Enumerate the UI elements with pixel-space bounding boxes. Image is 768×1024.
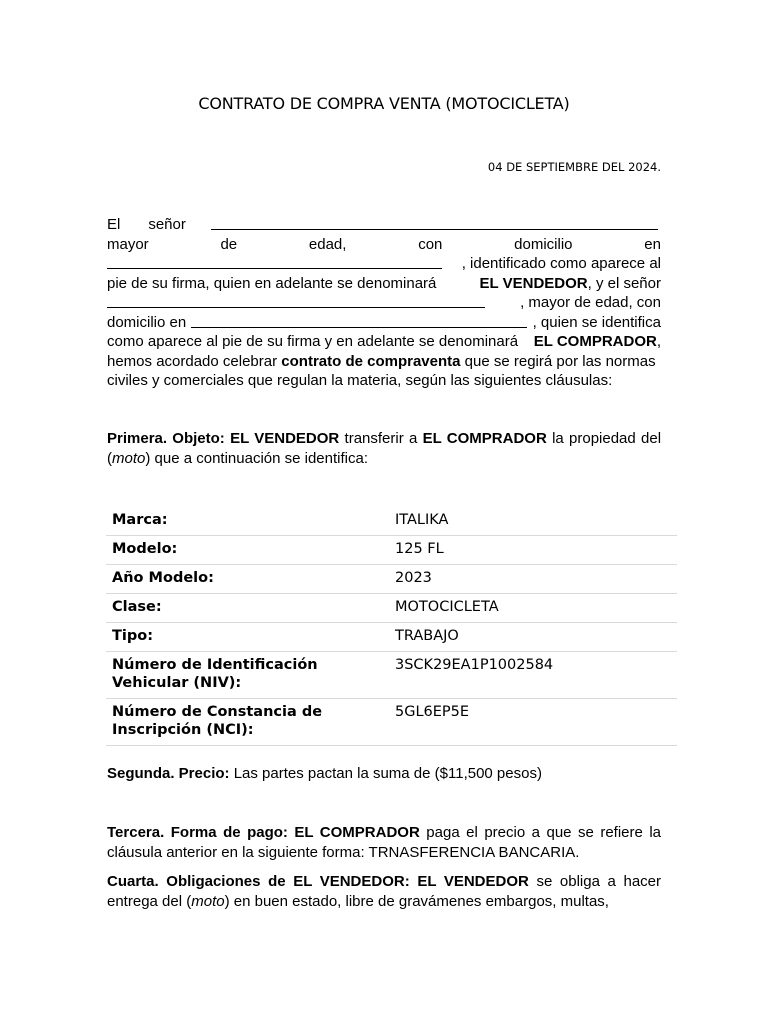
table-row (106, 594, 677, 623)
intro-word: mayor (107, 235, 149, 253)
seller-term: EL VENDEDOR (230, 430, 340, 447)
contract-term: contrato de compraventa (281, 352, 461, 370)
intro-word: señor (148, 216, 186, 233)
intro-text: , (656, 333, 661, 350)
clause-text: la propiedad del ( (107, 430, 662, 467)
intro-line-2 (107, 235, 661, 255)
spec-value: 5GL6EP5E (389, 699, 677, 746)
seller-term: EL VENDEDOR (479, 274, 588, 292)
table-row (106, 699, 677, 746)
spec-label: Tipo: (106, 623, 389, 652)
intro-line-8 (107, 352, 661, 372)
clause-tercera (107, 823, 661, 862)
intro-word: de (220, 235, 238, 253)
spec-value: MOTOCICLETA (389, 594, 677, 623)
clause-text: ) que a continuación se identifica: (145, 449, 369, 467)
spec-label: Número de Constancia de Inscripción (NCI): (106, 699, 389, 746)
spec-label: Año Modelo: (106, 565, 389, 594)
intro-text: , mayor de edad, con (520, 294, 661, 311)
spec-value: TRABAJO (389, 623, 677, 652)
spec-label: Marca: (106, 507, 389, 536)
vehicle-term: moto (112, 449, 146, 467)
intro-line-7 (107, 332, 661, 352)
spec-value: 125 FL (389, 536, 677, 565)
vehicle-term: moto (191, 892, 225, 910)
intro-word: El (107, 216, 121, 233)
intro-word: en (644, 235, 661, 253)
clause-primera (107, 429, 661, 468)
clause-heading: Cuarta. Obligaciones de EL VENDEDOR: (107, 873, 410, 890)
buyer-term: EL COMPRADOR (422, 430, 547, 447)
intro-line-1 (107, 215, 661, 235)
intro-text: como aparece al pie de su firma y en adelante se denominará (107, 333, 519, 350)
intro-paragraph (107, 215, 661, 391)
seller-term: EL VENDEDOR (417, 873, 529, 890)
vehicle-spec-table (106, 507, 677, 746)
spec-label: Número de Identificación Vehicular (NIV): (106, 652, 389, 699)
intro-line-4 (107, 274, 661, 294)
intro-word: con (418, 235, 443, 253)
buyer-address-blank (191, 313, 527, 328)
intro-word: domicilio (514, 235, 573, 253)
intro-word: edad, (308, 235, 347, 253)
seller-name-blank (211, 215, 658, 230)
clause-heading: Tercera. Forma de pago: (107, 824, 288, 841)
intro-text: , identificado como aparece al (461, 255, 661, 272)
table-row (106, 507, 677, 536)
clause-segunda (107, 764, 661, 784)
intro-line-3 (107, 254, 661, 274)
intro-text: , y el señor (587, 274, 661, 292)
document-title: CONTRATO DE COMPRA VENTA (MOTOCICLETA) (198, 94, 570, 113)
table-row (106, 565, 677, 594)
buyer-term: EL COMPRADOR (533, 333, 657, 350)
intro-line-6 (107, 313, 661, 333)
seller-address-blank (107, 254, 442, 269)
buyer-name-blank (107, 293, 485, 308)
intro-text: pie de su firma, quien en adelante se denominará (107, 274, 437, 292)
clause-text: ) en buen estado, libre de gravámenes embargos, multas, (224, 892, 609, 910)
clause-text: paga el precio a que se refiere la cláusula anterior en la siguiente forma: TRNASFERENCIA BANCARIA. (107, 824, 662, 861)
clause-heading: Segunda. Precio: (107, 765, 230, 782)
clause-heading: Primera. Objeto: (107, 430, 225, 447)
intro-text: domicilio en (107, 313, 187, 331)
intro-line-5 (107, 293, 661, 313)
spec-value: 2023 (389, 565, 677, 594)
spec-value: ITALIKA (389, 507, 677, 536)
document-date: 04 DE SEPTIEMBRE DEL 2024. (487, 160, 661, 174)
clause-text: transferir a (344, 430, 418, 447)
spec-label: Modelo: (106, 536, 389, 565)
table-row (106, 623, 677, 652)
spec-label: Clase: (106, 594, 389, 623)
clause-text: Las partes pactan la suma de ($11,500 pesos) (233, 765, 542, 782)
table-row (106, 652, 677, 699)
table-row (106, 536, 677, 565)
intro-line-9: civiles y comerciales que regulan la materia, según las siguientes cláusulas: (107, 372, 613, 389)
intro-text: hemos acordado celebrar (107, 352, 278, 370)
clause-text: se obliga a hacer entrega del ( (107, 873, 661, 910)
intro-text: que se regirá por las normas (464, 352, 656, 370)
intro-text: , quien se identifica (532, 313, 661, 331)
buyer-term: EL COMPRADOR (294, 824, 420, 841)
clause-cuarta (107, 872, 661, 911)
spec-value: 3SCK29EA1P1002584 (389, 652, 677, 699)
